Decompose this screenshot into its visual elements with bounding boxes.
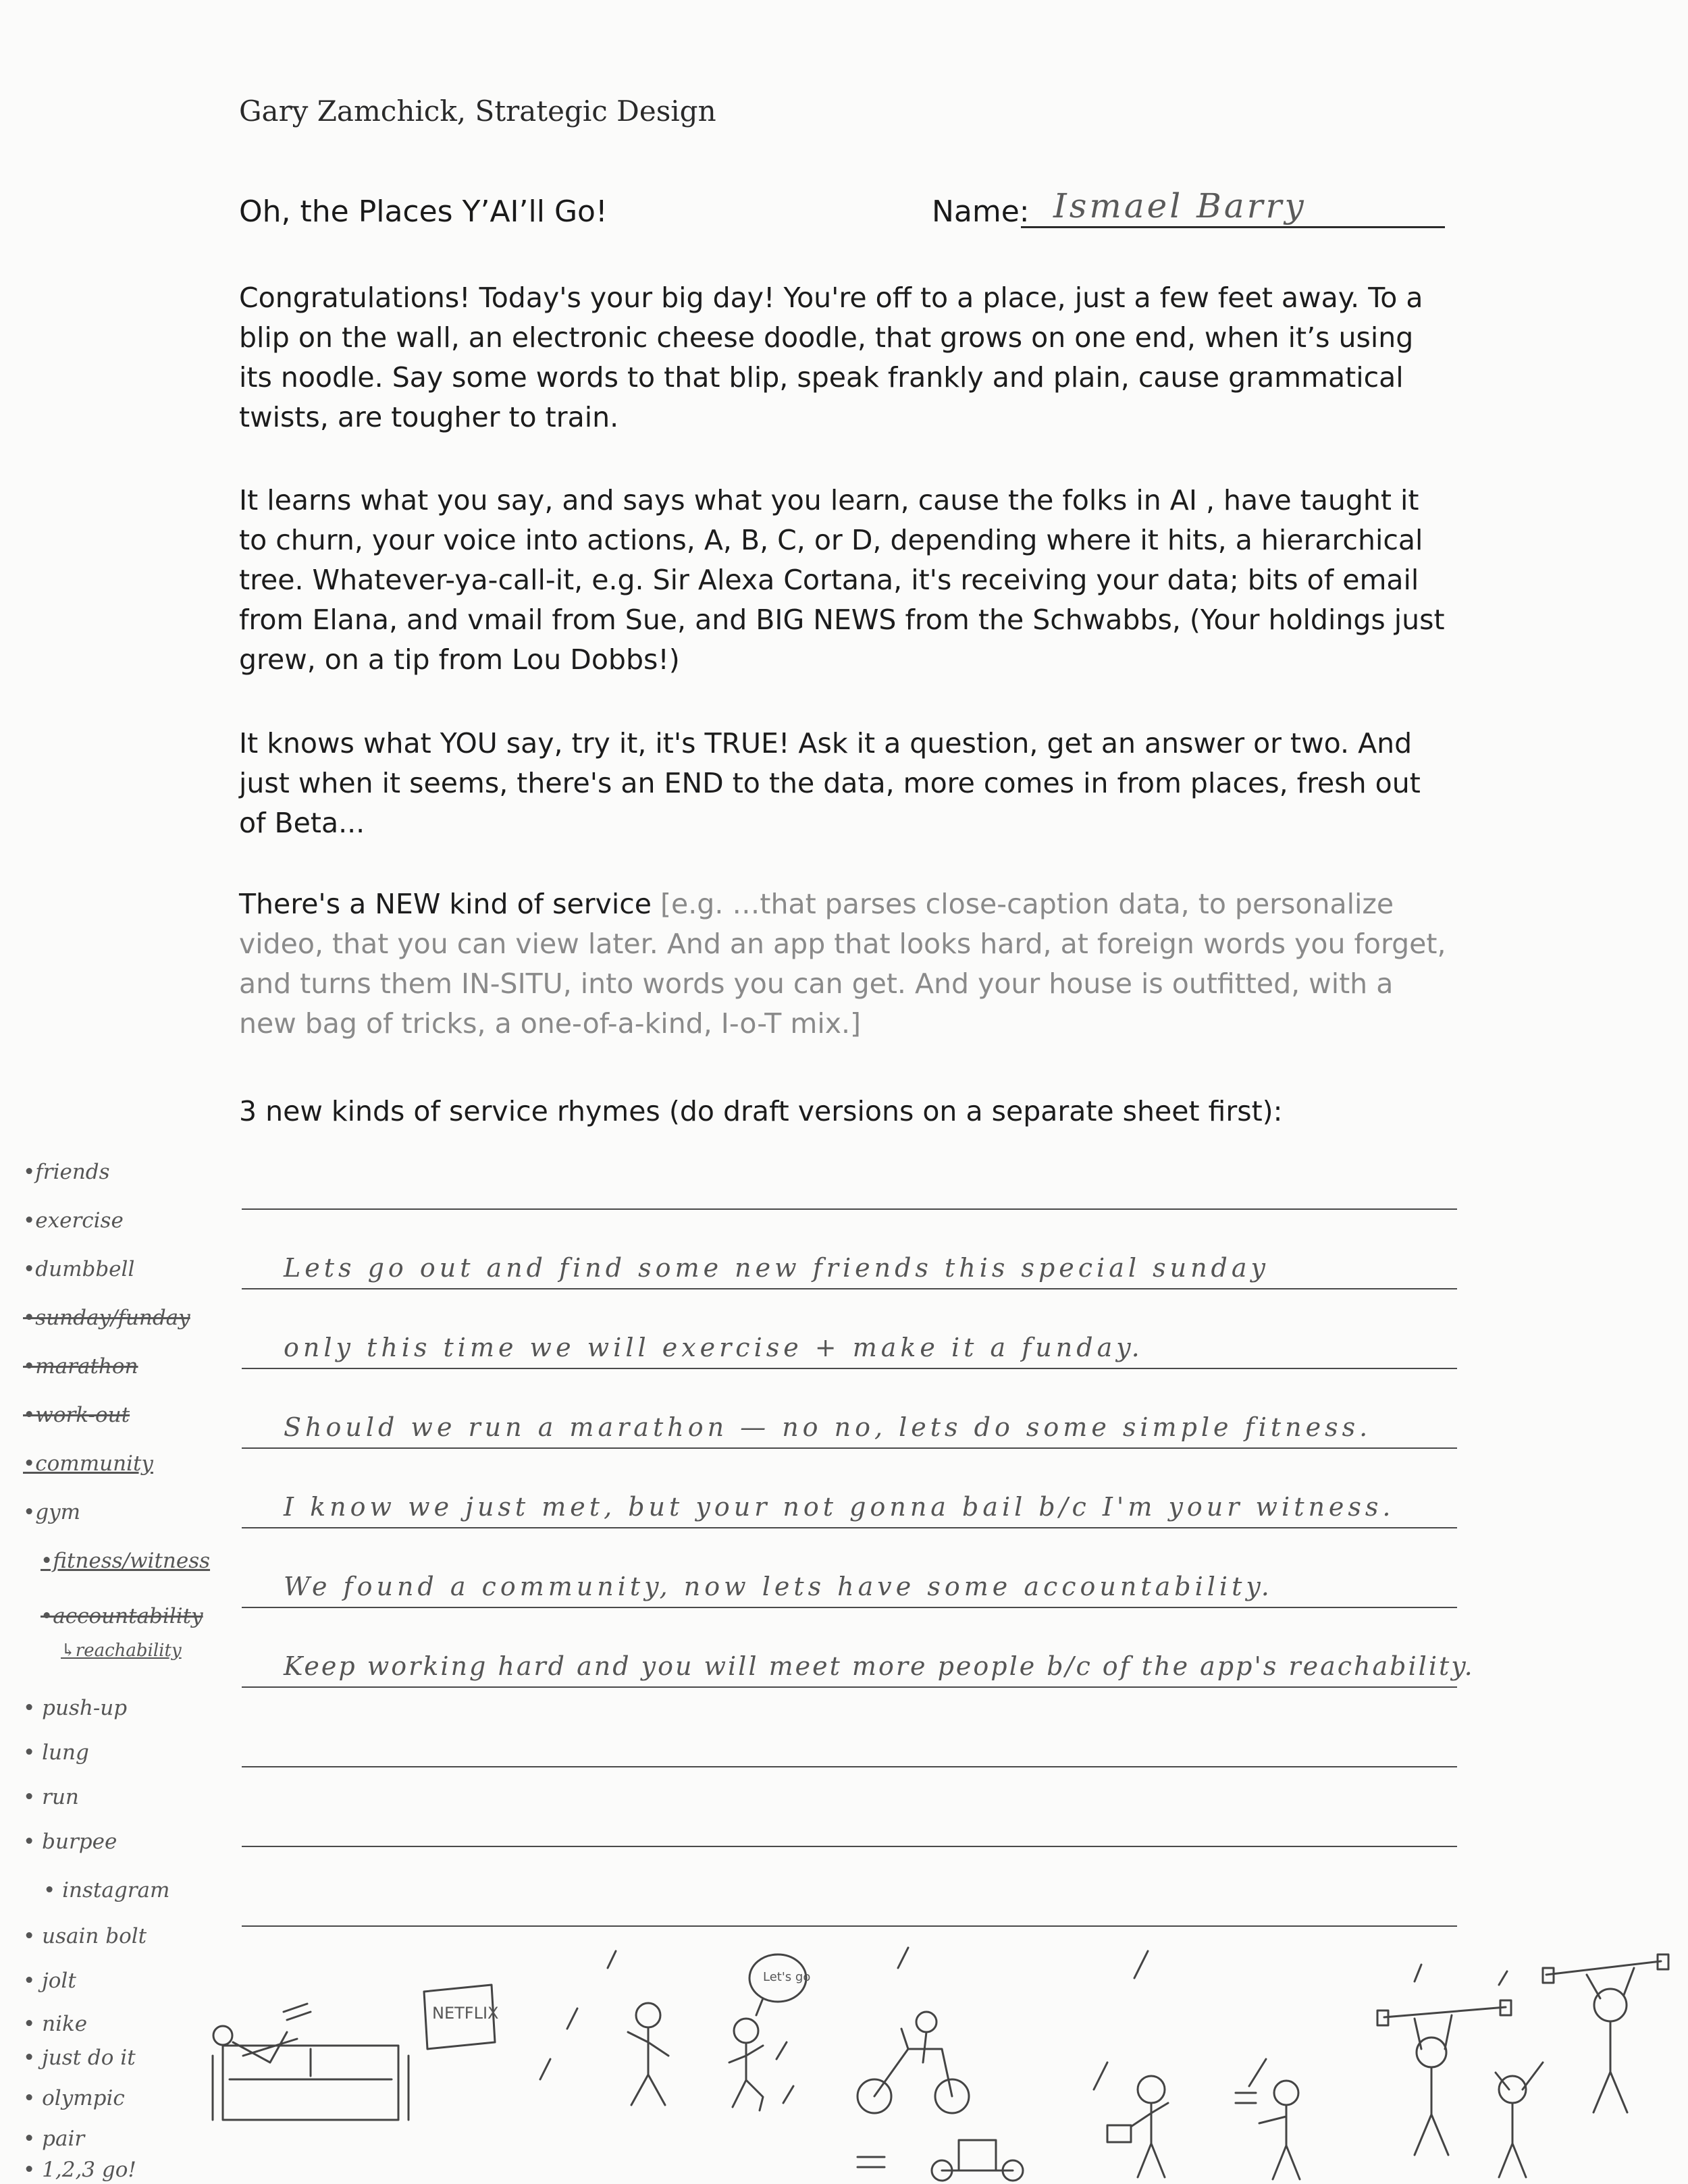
margin-note: •community <box>23 1451 153 1476</box>
margin-note: • just do it <box>23 2046 136 2070</box>
paragraph-knows: It knows what YOU say, try it, it's TRUE! Ask it a question, get an answer or two. And just when it seems, there's an END to the data, more comes in from places, fresh out of Beta... <box>239 727 1421 839</box>
margin-note: •marathon <box>23 1354 138 1379</box>
rhyme-line-6: Keep working hard and you will meet more people b/c of the app's reachability. <box>284 1651 1475 1681</box>
paragraph-new-service <box>239 884 1454 1044</box>
writing-line <box>242 1766 1457 1767</box>
margin-note: •work-out <box>23 1403 130 1427</box>
margin-note: • pair <box>23 2127 85 2151</box>
new-service-lead: There's a NEW kind of service <box>239 888 652 920</box>
runner-doodle <box>1107 2076 1168 2177</box>
page-title: Oh, the Places Y’AI’ll Go! <box>239 194 608 229</box>
writing-line <box>242 1447 1457 1449</box>
margin-note: •fitness/witness <box>41 1549 211 1573</box>
margin-note: • olympic <box>23 2086 125 2110</box>
margin-note: •exercise <box>23 1208 124 1233</box>
paragraph-learns: It learns what you say, and says what you learn, cause the folks in AI , have taught it to churn, your voice into actions, A, B, C, or D, depending where it hits, a hierarchical tree. Whatever-ya-call-it, e.g. Sir Alexa Cortana, it's receiving your data; bits of email from Elana, and vmail from Sue, and BIG NEWS from the Schwabbs, (Your holdings just grew, on a tip from Lou Dobbs!) <box>239 484 1445 676</box>
speech-bubble-text: Let's go <box>763 1970 811 1984</box>
margin-note: •gym <box>23 1500 81 1524</box>
margin-note: • burpee <box>23 1830 117 1854</box>
margin-note: ↳reachability <box>61 1641 182 1661</box>
netflix-text: NETFLIX <box>432 2004 499 2023</box>
scooter-doodle <box>858 2140 1023 2181</box>
motion-marks <box>540 1948 1507 2103</box>
writing-line <box>242 1527 1457 1528</box>
margin-note: • nike <box>23 2012 88 2036</box>
name-label: Name: <box>932 194 1030 229</box>
stick-figure-talking <box>729 1954 810 2110</box>
margin-note: • run <box>23 1785 79 1809</box>
author-header: Gary Zamchick, Strategic Design <box>239 95 716 128</box>
margin-note: •sunday/funday <box>23 1306 190 1330</box>
new-service-example: [e.g. …that parses close-caption data, to personalize video, that you can view later. And an app that looks hard, at foreign words you forget, and turns them IN-SITU, into words you can get. And your house is outfitted, with a new bag of tricks, a one-of-a-kind, I-o-T mix.] <box>239 888 1446 1040</box>
writing-line <box>242 1208 1457 1210</box>
rhyme-line-1: Lets go out and find some new friends this special sunday <box>284 1253 1269 1283</box>
writing-line <box>242 1288 1457 1289</box>
stick-figure <box>628 2003 668 2105</box>
writing-line <box>242 1846 1457 1847</box>
margin-note: • instagram <box>43 1878 170 1902</box>
paragraph-intro: Congratulations! Today's your big day! You're off to a place, just a few feet away. To a blip on the wall, an electronic cheese doodle, that grows on one end, when it’s using its noodle. Say some words to that blip, speak frankly and plain, cause grammatical twists, are tougher to train. <box>239 282 1423 433</box>
rhyme-line-3: Should we run a marathon — no no, lets do some simple fitness. <box>284 1412 1372 1442</box>
writing-line <box>242 1686 1457 1688</box>
weightlifters-doodle <box>1377 1954 1668 2177</box>
couch-doodle <box>213 2004 408 2120</box>
margin-note: •friends <box>23 1160 110 1184</box>
writing-line <box>242 1368 1457 1369</box>
margin-note: • 1,2,3 go! <box>23 2158 136 2182</box>
margin-note: •dumbbell <box>23 1257 135 1281</box>
margin-note: • usain bolt <box>23 1924 147 1948</box>
rhyme-line-2: only this time we will exercise + make it a funday. <box>284 1333 1144 1362</box>
margin-note: • jolt <box>23 1969 76 1993</box>
margin-note: • lung <box>23 1740 89 1765</box>
rhymes-heading: 3 new kinds of service rhymes (do draft versions on a separate sheet first): <box>239 1095 1283 1127</box>
netflix-doodle <box>424 1985 498 2049</box>
name-underline <box>1021 226 1445 228</box>
rhyme-line-4: I know we just met, but your not gonna bail b/c I'm your witness. <box>284 1492 1395 1522</box>
doodle-sketch <box>0 1911 1688 2184</box>
cyclist-doodle <box>858 2012 969 2113</box>
rhyme-line-5: We found a community, now lets have some accountability. <box>284 1572 1273 1601</box>
margin-note: •accountability <box>41 1604 203 1628</box>
walker-doodle <box>1236 2081 1300 2179</box>
margin-note: • push-up <box>23 1696 128 1720</box>
writing-line <box>242 1607 1457 1608</box>
name-value: Ismael Barry <box>1053 186 1307 225</box>
